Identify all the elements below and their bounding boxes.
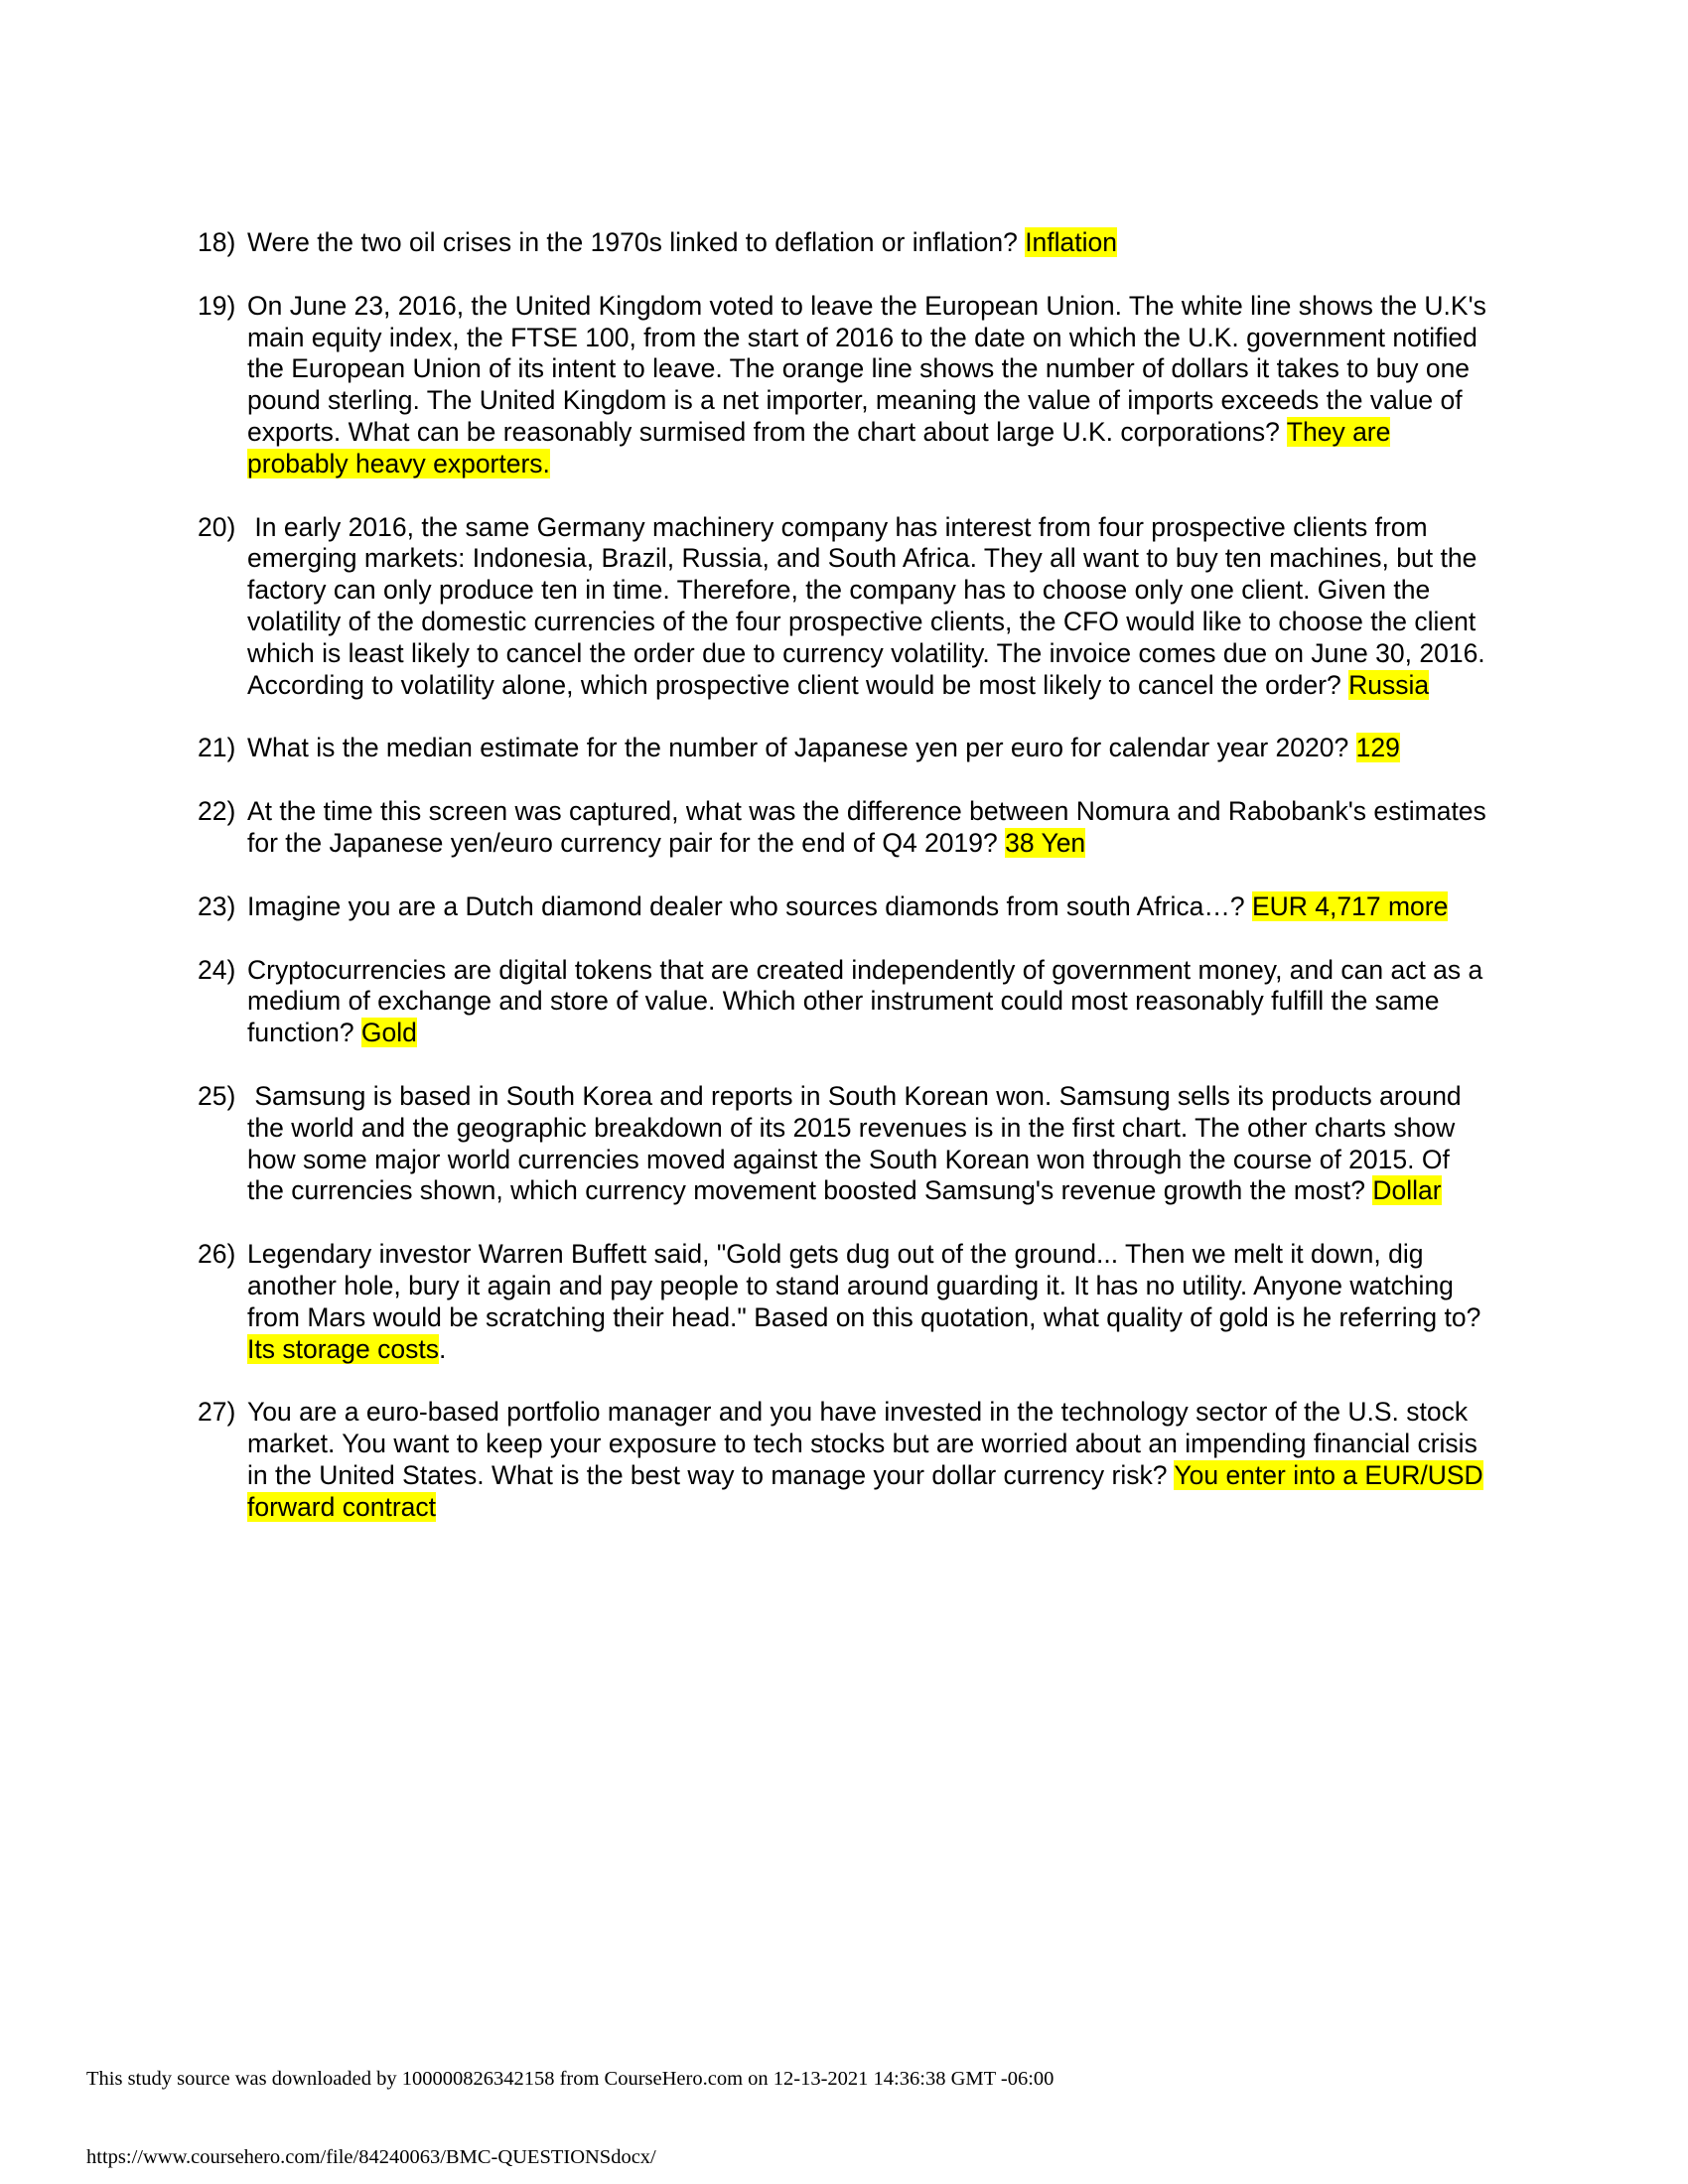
highlighted-answer: Its storage costs <box>247 1333 439 1364</box>
question-text: In early 2016, the same Germany machinery company has interest from four prospective clients from emerging markets: Indonesia, Brazil, Russia, and South Africa. They all want to buy ten machines, but the factory can only produce ten in time. Therefore, the company has to choose only one client. Given the volatility of the domestic currencies of the four prospective clients, the CFO would like to choose the client which is least likely to cancel the order due to currency volatility. The invoice comes due on June 30, 2016. According to volatility alone, which prospective client would be most likely to cancel the order? <box>247 511 1491 700</box>
question-item <box>198 955 1488 1049</box>
question-text: On June 23, 2016, the United Kingdom voted to leave the European Union. The white line shows the U.K's main equity index, the FTSE 100, from the start of 2016 to the date on which the U.K. government notified the European Union of its intent to leave. The orange line shows the number of dollars it takes to buy one pound sterling. The United Kingdom is a net importer, meaning the value of imports exceeds the value of exports. What can be reasonably surmised from the chart about large U.K. corporations? <box>247 290 1494 447</box>
question-number: 23) <box>198 890 236 921</box>
question-number: 21) <box>198 733 236 763</box>
highlighted-answer: Russia <box>1348 669 1430 700</box>
question-item <box>198 227 1488 259</box>
question-number: 18) <box>198 227 236 257</box>
download-source-notice: This study source was downloaded by 100000826342158 from CourseHero.com on 12-13-2021 14:36:38 GMT -06:00 <box>86 2068 1055 2090</box>
highlighted-answer: EUR 4,717 more <box>1251 890 1449 921</box>
question-list <box>198 227 1496 1556</box>
highlighted-answer: Gold <box>360 1018 417 1048</box>
question-number: 27) <box>198 1397 236 1428</box>
question-number: 20) <box>198 511 236 542</box>
question-item <box>198 733 1488 764</box>
question-item <box>198 891 1488 923</box>
question-item <box>198 511 1491 702</box>
question-text: What is the median estimate for the number of Japanese yen per euro for calendar year 2020? <box>247 733 1356 763</box>
question-item <box>198 1239 1496 1365</box>
question-text: Samsung is based in South Korea and reports in South Korean won. Samsung sells its products around the world and the geographic breakdown of its 2015 revenues is in the first chart. The other charts show how some major world currencies moved against the South Korean won through the course of 2015. Of the currencies shown, which currency movement boosted Samsung's revenue growth the most? <box>247 1080 1470 1206</box>
question-text: You are a euro-based portfolio manager and you have invested in the technology sector of the U.S. stock market. You want to keep your exposure to tech stocks but are worried about an impending financial crisis in the United States. What is the best way to manage your dollar currency risk? <box>247 1397 1485 1490</box>
answer-trailing: . <box>438 1333 447 1364</box>
question-item <box>198 1081 1488 1207</box>
source-url: https://www.coursehero.com/file/84240063/BMC-QUESTIONSdocx/ <box>86 2146 656 2168</box>
question-number: 24) <box>198 954 236 985</box>
highlighted-answer: 129 <box>1355 733 1400 763</box>
highlighted-answer: Inflation <box>1025 227 1118 257</box>
question-text: Legendary investor Warren Buffett said, "Gold gets dug out of the ground... Then we melt it down, dig another hole, bury it again and pay people to stand around guarding it. It has no utility. Anyone watching from Mars would be scratching their head." Based on this quotation, what quality of gold is he referring to? <box>247 1239 1496 1332</box>
highlighted-answer: They are probably heavy exporters. <box>247 416 1391 478</box>
question-item <box>198 796 1494 860</box>
question-item <box>198 1397 1488 1523</box>
question-number: 22) <box>198 796 236 827</box>
question-text: Were the two oil crises in the 1970s linked to deflation or inflation? <box>247 227 1026 257</box>
question-number: 25) <box>198 1080 236 1111</box>
highlighted-answer: 38 Yen <box>1005 827 1086 858</box>
question-number: 26) <box>198 1239 236 1270</box>
highlighted-answer: Dollar <box>1372 1175 1442 1206</box>
question-number: 19) <box>198 290 236 321</box>
question-item <box>198 290 1494 480</box>
question-text: Cryptocurrencies are digital tokens that are created independently of government money, and can act as a medium of exchange and store of value. Which other instrument could most reasonably fulfill the same function? <box>247 954 1490 1048</box>
question-text: Imagine you are a Dutch diamond dealer who sources diamonds from south Africa…? <box>247 890 1252 921</box>
question-text: At the time this screen was captured, what was the difference between Nomura and Rabobank's estimates for the Japanese yen/euro currency pair for the end of Q4 2019? <box>247 796 1494 858</box>
highlighted-answer: You enter into a EUR/USD forward contract <box>247 1459 1483 1522</box>
